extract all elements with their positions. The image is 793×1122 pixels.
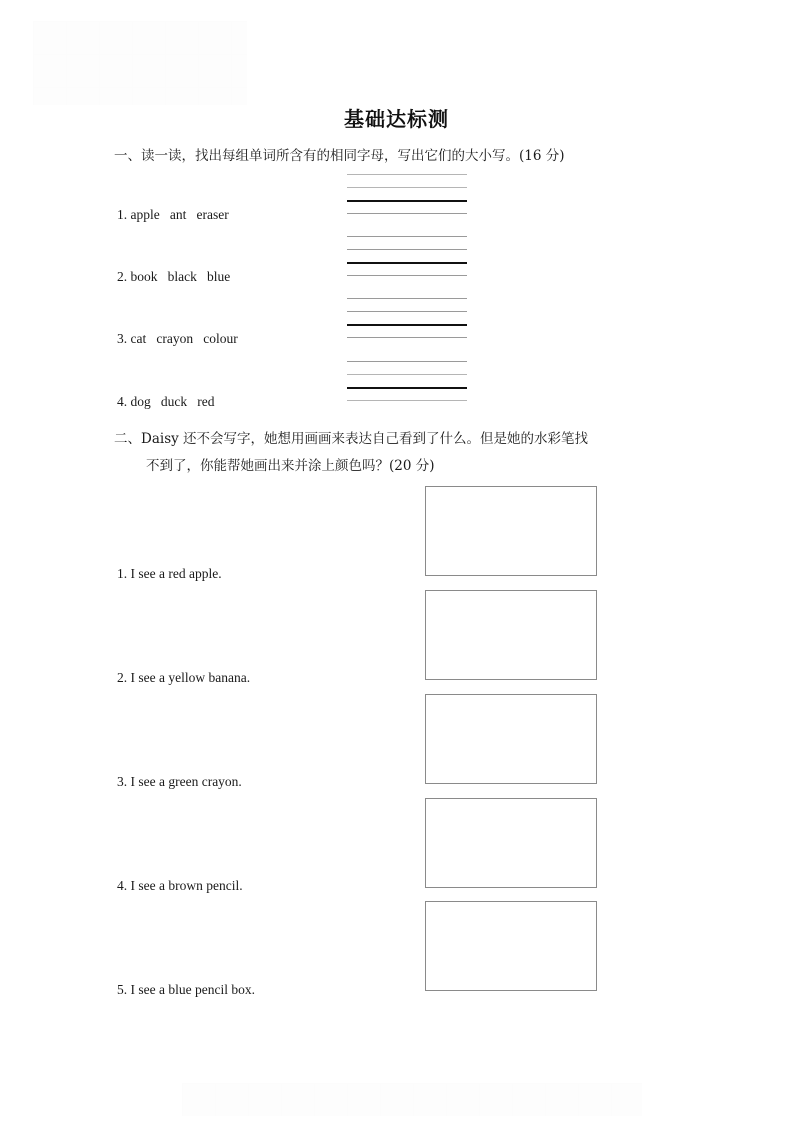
section2-heading-line2: 不到了，你能帮她画出来并涂上颜色吗？(20 分) <box>146 458 435 474</box>
rule-line-1 <box>347 361 467 362</box>
rule-line-1 <box>347 174 467 175</box>
rule-line-baseline <box>347 324 467 326</box>
sentence-5: 5. I see a blue pencil box. <box>117 982 255 997</box>
rule-line-2 <box>347 311 467 312</box>
drawing-box-1[interactable] <box>425 486 597 576</box>
sentence-1: 1. I see a red apple. <box>117 566 222 581</box>
word-group-1: 1. apple ant eraser <box>117 207 229 222</box>
rule-line-baseline <box>347 200 467 202</box>
page-title: 基础达标测 <box>344 107 449 131</box>
sentence-2: 2. I see a yellow banana. <box>117 670 251 685</box>
watermark-top <box>33 21 247 105</box>
word-group-3: 3. cat crayon colour <box>117 331 238 346</box>
word-group-2: 2. book black blue <box>117 269 231 284</box>
writing-rule-group-4[interactable] <box>347 361 467 401</box>
writing-rule-group-3[interactable] <box>347 298 467 338</box>
rule-line-4 <box>347 400 467 401</box>
word-group-4: 4. dog duck red <box>117 394 215 409</box>
rule-line-baseline <box>347 387 467 389</box>
drawing-box-2[interactable] <box>425 590 597 680</box>
watermark-bottom <box>182 1083 642 1116</box>
rule-line-2 <box>347 374 467 375</box>
section2-heading-line1: 二、Daisy 还不会写字，她想用画画来表达自己看到了什么。但是她的水彩笔找 <box>114 431 589 447</box>
rule-line-2 <box>347 187 467 188</box>
rule-line-4 <box>347 213 467 214</box>
section1-heading: 一、读一读，找出每组单词所含有的相同字母，写出它们的大小写。(16 分) <box>114 148 565 164</box>
section2-heading <box>114 426 694 480</box>
rule-line-baseline <box>347 262 467 264</box>
drawing-box-4[interactable] <box>425 798 597 888</box>
writing-rule-group-1[interactable] <box>347 174 467 214</box>
sentence-4: 4. I see a brown pencil. <box>117 878 243 893</box>
drawing-box-3[interactable] <box>425 694 597 784</box>
drawing-box-5[interactable] <box>425 901 597 991</box>
rule-line-2 <box>347 249 467 250</box>
rule-line-1 <box>347 298 467 299</box>
rule-line-4 <box>347 337 467 338</box>
rule-line-4 <box>347 275 467 276</box>
writing-rule-group-2[interactable] <box>347 236 467 276</box>
sentence-3: 3. I see a green crayon. <box>117 774 242 789</box>
rule-line-1 <box>347 236 467 237</box>
